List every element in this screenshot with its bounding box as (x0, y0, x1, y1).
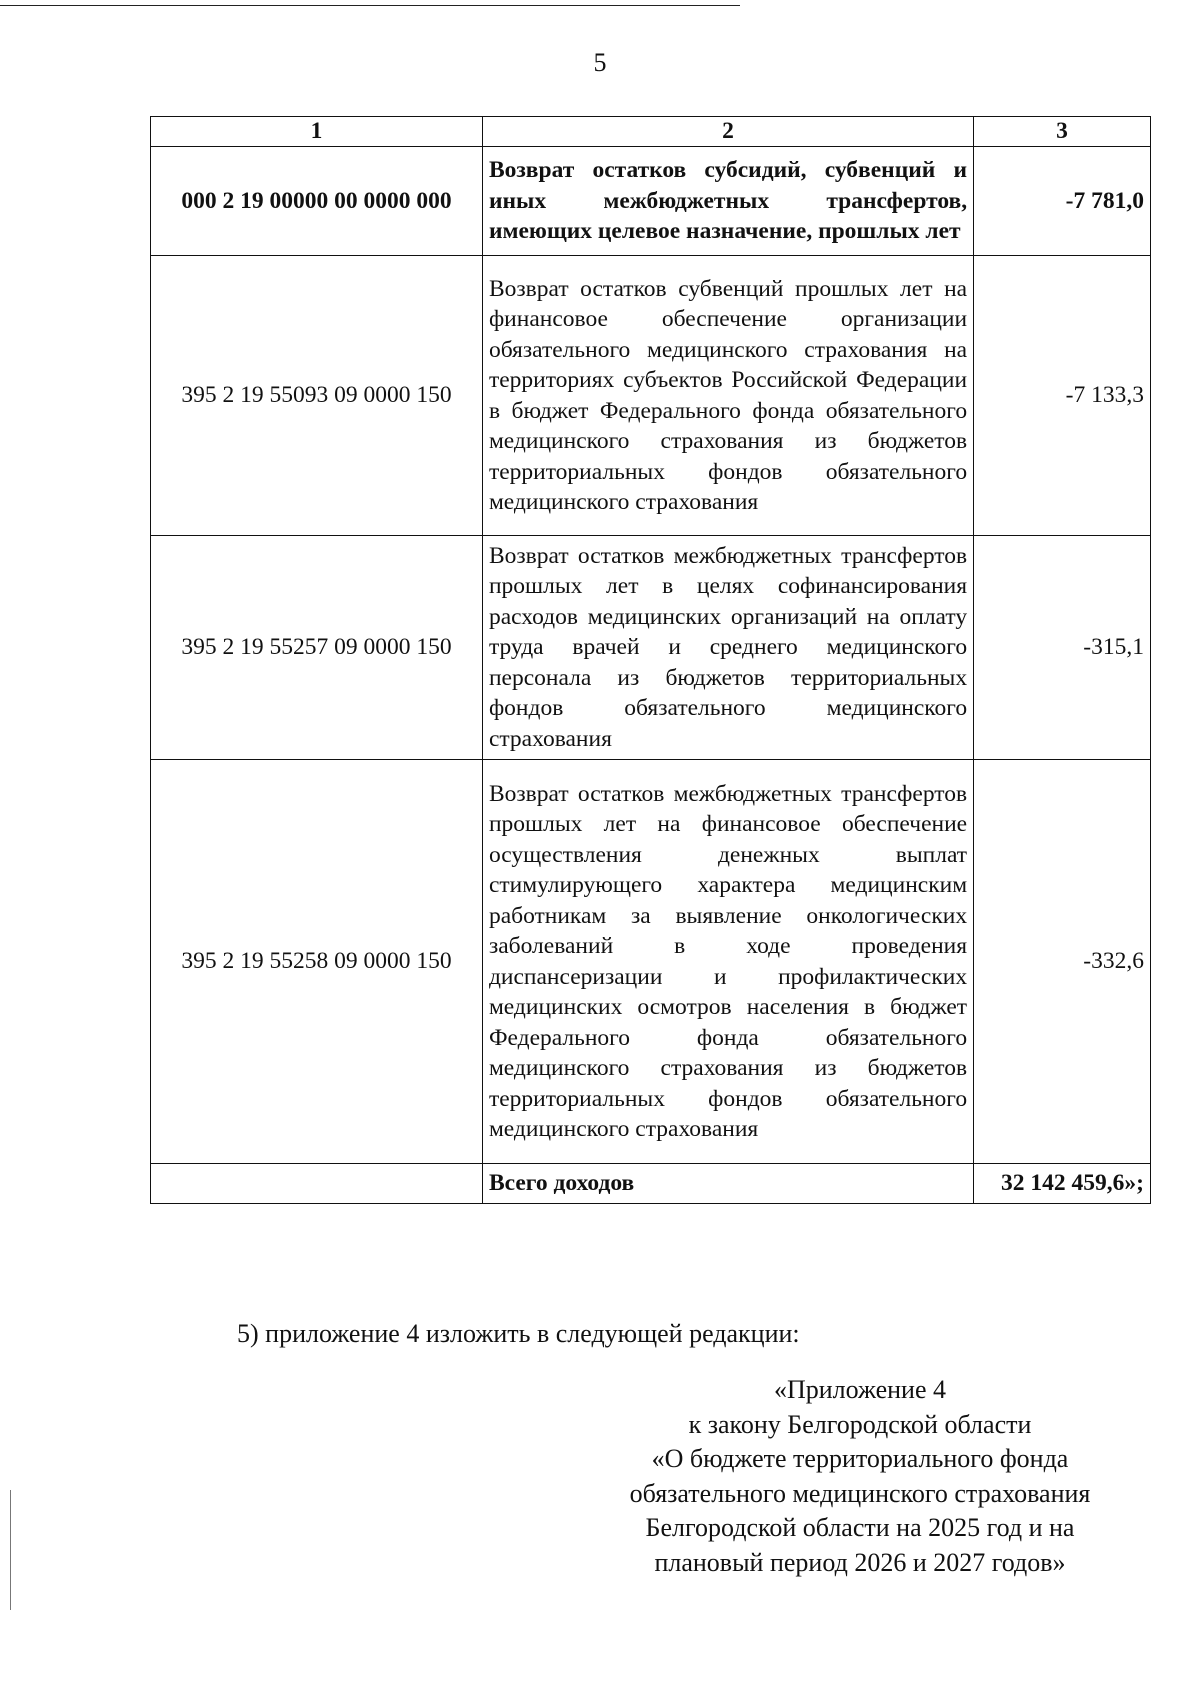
total-label: Всего доходов (482, 1164, 973, 1204)
total-code (151, 1164, 483, 1204)
row-sum: -7 781,0 (974, 147, 1151, 256)
appendix-line: «Приложение 4 (773, 1375, 947, 1404)
header-cell-sum: 3 (974, 117, 1151, 147)
instruction-text: 5) приложение 4 изложить в следующей редакции: (237, 1319, 800, 1348)
row-sum: -332,6 (974, 760, 1151, 1164)
row-code: 395 2 19 55258 09 0000 150 (151, 760, 483, 1164)
appendix-line: «О бюджете территориального фонда (651, 1444, 1069, 1473)
table-row (151, 760, 1151, 1164)
appendix-line: к закону Белгородской области (688, 1409, 1032, 1439)
table-row (151, 536, 1151, 760)
top-rule (0, 5, 740, 6)
table-header-row (151, 117, 1151, 147)
table-row (151, 256, 1151, 536)
appendix-line: плановый период 2026 и 2027 годов» (654, 1547, 1066, 1577)
row-code: 000 2 19 00000 00 0000 000 (151, 147, 483, 256)
row-sum: -7 133,3 (974, 256, 1151, 536)
page-number: 5 (593, 48, 607, 77)
margin-mark (10, 1490, 11, 1610)
row-name: Возврат остатков межбюджетных трансфертов прошлых лет в целях софинансирования расходов медицинских организаций на оплату труда врачей и среднего медицинского персонала из бюджетов территориальных фондов обязательного медицинского страхования (482, 536, 973, 760)
row-sum: -315,1 (974, 536, 1151, 760)
budget-table (150, 116, 1151, 1204)
appendix-heading (600, 1373, 1120, 1580)
row-name: Возврат остатков межбюджетных трансфертов прошлых лет на финансовое обеспечение осуществления денежных выплат стимулирующего характера медицинским работникам за выявление онкологических заболеваний в ходе проведения диспансеризации и профилактических медицинских осмотров населения в бюджет Федерального фонда обязательного медицинского страхования из бюджетов территориальных фондов обязательного медицинского страхования (482, 760, 973, 1164)
header-cell-name: 2 (482, 117, 973, 147)
row-code: 395 2 19 55257 09 0000 150 (151, 536, 483, 760)
table-row (151, 147, 1151, 256)
total-row (151, 1164, 1151, 1204)
row-name: Возврат остатков субсидий, субвенций и иных межбюджетных трансфертов, имеющих целевое назначение, прошлых лет (482, 147, 973, 256)
total-sum: 32 142 459,6»; (974, 1164, 1151, 1204)
appendix-line: Белгородской области на 2025 год и на (645, 1513, 1075, 1542)
appendix-line: обязательного медицинского страхования (629, 1478, 1091, 1508)
row-name: Возврат остатков субвенций прошлых лет на финансовое обеспечение организации обязательного медицинского страхования на территориях субъектов Российской Федерации в бюджет Федерального фонда обязательного медицинского страхования из бюджетов территориальных фондов обязательного медицинского страхования (482, 256, 973, 536)
header-cell-code: 1 (151, 117, 483, 147)
row-code: 395 2 19 55093 09 0000 150 (151, 256, 483, 536)
